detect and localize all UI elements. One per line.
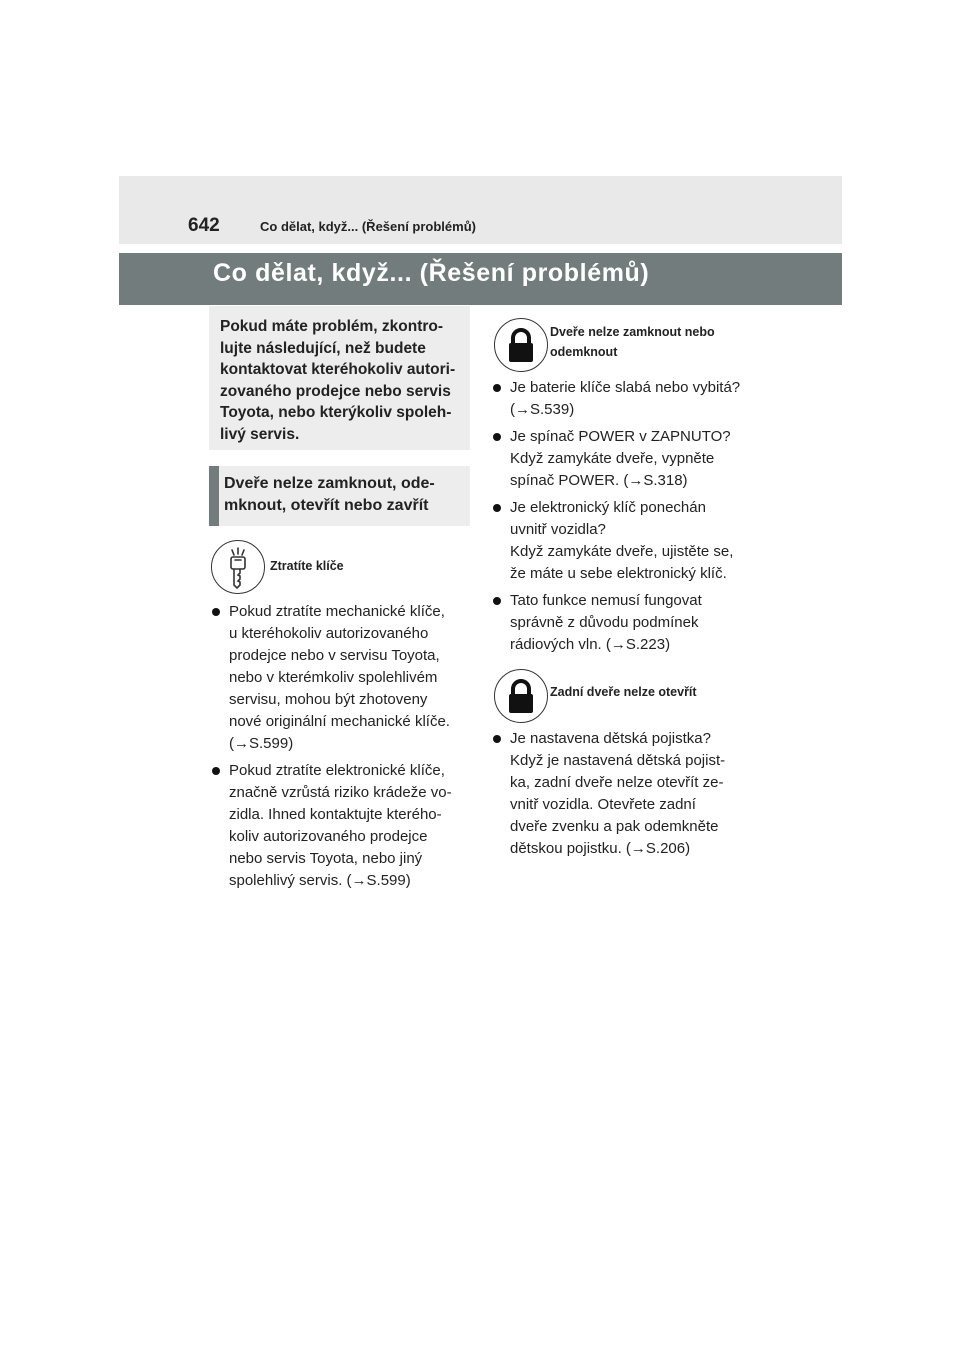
list-item-line: Když je nastavená dětská pojist- — [510, 752, 726, 769]
list-item-line: dětskou pojistku. (→S.206) — [510, 840, 691, 857]
intro-line: kontaktovat kteréhokoliv autori- — [220, 361, 456, 378]
list-item-line: Je elektronický klíč ponechán — [510, 499, 706, 516]
intro-line: lujte následující, než budete — [220, 339, 426, 357]
list-item-line: nové originální mechanické klíče. — [229, 713, 450, 730]
list-item-line: správně z důvodu podmínek — [510, 614, 699, 631]
section-heading-line: Dveře nelze zamknout, ode- — [224, 475, 435, 492]
intro-line: zovaného prodejce nebo servis — [220, 382, 451, 400]
list-item-line: rádiových vln. (→S.223) — [510, 636, 671, 653]
list-item-line: prodejce nebo v servisu Toyota, — [229, 647, 440, 664]
list-item-line: Je baterie klíče slabá nebo vybitá? — [510, 379, 741, 396]
list-item — [493, 497, 758, 585]
section-accent-bar — [209, 466, 219, 526]
running-title: Co dělat, když... (Řešení problémů) — [260, 219, 476, 234]
intro-text — [220, 316, 466, 445]
list-item-line: spolehlivý servis. (→S.599) — [229, 872, 411, 889]
lost-keys-label: Ztratíte klíče — [270, 559, 344, 573]
list-item-line: Když zamykáte dveře, ujistěte se, — [510, 543, 734, 560]
list-item — [493, 426, 758, 492]
list-item — [212, 760, 474, 892]
list-item-line: Je nastavena dětská pojistka? — [510, 730, 711, 747]
list-item — [493, 377, 758, 421]
key-icon — [211, 540, 265, 594]
list-item-line: (→S.599) — [229, 735, 294, 752]
list-item-line: ka, zadní dveře nelze otevřít ze- — [510, 774, 724, 791]
list-item-line: zidla. Ihned kontaktujte kterého- — [229, 806, 442, 823]
rear-doors-list — [493, 728, 758, 865]
list-item-line: vnitř vozidla. Otevřete zadní — [510, 796, 696, 813]
list-item — [493, 590, 758, 656]
list-item-line: servisu, mohou být zhotoveny — [229, 691, 428, 708]
label-line: Dveře nelze zamknout nebo — [550, 325, 715, 339]
label-line: odemknout — [550, 345, 618, 359]
list-item-line: uvnitř vozidla? — [510, 521, 606, 538]
intro-line: Toyota, nebo kterýkoliv spoleh- — [220, 404, 452, 421]
rear-doors-label: Zadní dveře nelze otevřít — [550, 685, 697, 699]
lock-unlock-label — [550, 322, 715, 362]
list-item-line: dveře zvenku a pak odemkněte — [510, 818, 719, 835]
intro-line: Pokud máte problém, zkontro- — [220, 318, 444, 335]
header-band — [119, 176, 842, 244]
page-number: 642 — [188, 215, 220, 236]
list-item-line: (→S.539) — [510, 401, 575, 418]
lock-unlock-list — [493, 377, 758, 661]
list-item-line: že máte u sebe elektronický klíč. — [510, 565, 727, 582]
list-item — [212, 601, 474, 755]
padlock-icon — [494, 669, 548, 723]
list-item-line: značně vzrůstá riziko krádeže vo- — [229, 784, 452, 801]
lost-keys-list — [212, 601, 474, 897]
list-item-line: Když zamykáte dveře, vypněte — [510, 450, 715, 467]
padlock-icon — [494, 318, 548, 372]
section-heading-line: mknout, otevřít nebo zavřít — [224, 497, 429, 514]
page-title: Co dělat, když... (Řešení problémů) — [213, 259, 650, 287]
list-item-line: koliv autorizovaného prodejce — [229, 828, 428, 845]
list-item-line: Je spínač POWER v ZAPNUTO? — [510, 428, 731, 445]
intro-line: livý servis. — [220, 425, 300, 443]
list-item-line: nebo servis Toyota, nebo jiný — [229, 850, 423, 867]
list-item-line: spínač POWER. (→S.318) — [510, 472, 688, 489]
section-heading — [224, 473, 468, 517]
list-item-line: u kteréhokoliv autorizovaného — [229, 625, 429, 642]
list-item-line: Pokud ztratíte elektronické klíče, — [229, 762, 445, 779]
list-item-line: Pokud ztratíte mechanické klíče, — [229, 603, 445, 620]
list-item — [493, 728, 758, 860]
list-item-line: Tato funkce nemusí fungovat — [510, 592, 702, 609]
list-item-line: nebo v kterémkoliv spolehlivém — [229, 669, 438, 686]
